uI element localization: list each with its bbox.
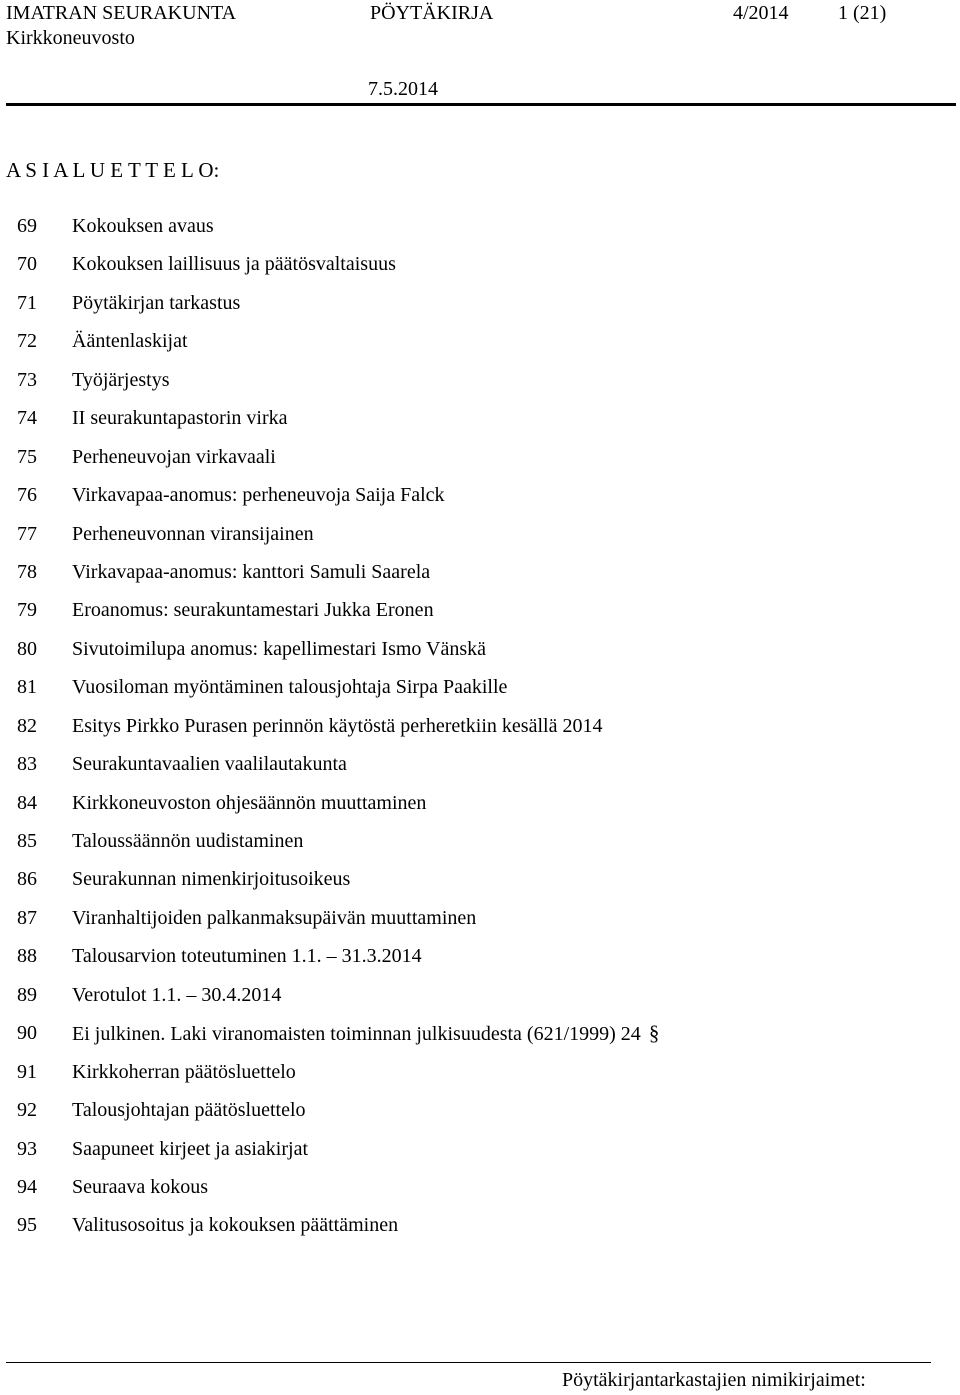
agenda-item-title-text: Kirkkoherran päätösluettelo [72, 1060, 296, 1083]
agenda-item [0, 213, 960, 251]
agenda-item [0, 674, 960, 712]
agenda-item [0, 866, 960, 904]
agenda-item [0, 328, 960, 366]
agenda-item [0, 1020, 960, 1058]
agenda-item-title [72, 213, 214, 239]
agenda-item-number: 89 [17, 983, 37, 1006]
agenda-heading: A S I A L U E T T E L O: [6, 158, 220, 182]
agenda-item [0, 559, 960, 597]
agenda-item [0, 828, 960, 866]
agenda-item-title [72, 790, 426, 816]
agenda-item [0, 444, 960, 482]
agenda-item-number: 75 [17, 445, 37, 468]
agenda-item-title-text: Kokouksen laillisuus ja päätösvaltaisuus [72, 253, 396, 276]
agenda-item-title [72, 482, 445, 508]
agenda-item-title-text: Ei julkinen. Laki viranomaisten toiminnan julkisuudesta (621/1999) 24 [72, 1023, 641, 1046]
agenda-item-title-text: Valitusosoitus ja kokouksen päättäminen [72, 1214, 399, 1237]
agenda-item-title [72, 328, 188, 354]
agenda-item [0, 1136, 960, 1174]
agenda-item-title [72, 405, 287, 431]
agenda-item-number: 81 [17, 676, 37, 699]
meeting-date: 7.5.2014 [368, 78, 438, 100]
agenda-item-title-text: Seurakuntavaalien vaalilautakunta [72, 753, 347, 776]
agenda-item-number: 71 [17, 291, 37, 314]
agenda-item-title-text: Talousjohtajan päätösluettelo [72, 1099, 306, 1122]
agenda-item-title-text: Kokouksen avaus [72, 215, 214, 237]
agenda-item-title-text: II seurakuntapastorin virka [72, 407, 288, 430]
agenda-item-title-text: Seurakunnan nimenkirjoitusoikeus [72, 868, 351, 891]
agenda-item-title [72, 1020, 659, 1047]
organization-name: IMATRAN SEURAKUNTA [6, 2, 237, 24]
agenda-item [0, 636, 960, 674]
agenda-item-title-text: Perheneuvojan virkavaali [72, 445, 276, 468]
agenda-item [0, 1059, 960, 1097]
agenda-item-title [72, 1136, 308, 1162]
agenda-item-title-text: Kirkkoneuvoston ohjesäännön muuttaminen [72, 791, 427, 814]
agenda-item [0, 521, 960, 559]
agenda-item-title [72, 982, 281, 1008]
agenda-item [0, 905, 960, 943]
agenda-item-number: 87 [17, 906, 37, 929]
agenda-item-number: 78 [17, 560, 37, 583]
agenda-item [0, 943, 960, 981]
agenda-item [0, 1174, 960, 1212]
agenda-item-title [72, 674, 507, 700]
agenda-item [0, 251, 960, 289]
agenda-item [0, 290, 960, 328]
agenda-item-title-text: Perheneuvonnan viransijainen [72, 522, 314, 545]
agenda-item-title [72, 1059, 296, 1085]
agenda-item-title-text: Viranhaltijoiden palkanmaksupäivän muuttaminen [72, 906, 477, 929]
agenda-item-number: 72 [17, 330, 37, 353]
agenda-item-number: 95 [17, 1214, 37, 1237]
agenda-item-title [72, 251, 396, 277]
agenda-item-number: 69 [17, 215, 37, 237]
section-sign-icon: § [648, 1021, 660, 1046]
agenda-item [0, 713, 960, 751]
agenda-item-number: 90 [17, 1022, 37, 1045]
agenda-item-title-text: Ääntenlaskijat [72, 330, 188, 353]
agenda-item-title [72, 636, 486, 662]
agenda-item [0, 405, 960, 443]
agenda-item [0, 597, 960, 635]
page-number: 1 (21) [838, 2, 887, 24]
agenda-item-number: 91 [17, 1060, 37, 1083]
agenda-item [0, 982, 960, 1020]
agenda-item-number: 74 [17, 407, 37, 430]
agenda-item-title-text: Saapuneet kirjeet ja asiakirjat [72, 1137, 309, 1160]
agenda-item-number: 79 [17, 599, 37, 622]
agenda-item-number: 92 [17, 1099, 37, 1122]
agenda-item-title [72, 444, 276, 470]
agenda-item-title [72, 559, 430, 585]
agenda-item-title [72, 1097, 306, 1123]
agenda-item-number: 76 [17, 484, 37, 507]
agenda-item-number: 82 [17, 714, 37, 737]
document-type: PÖYTÄKIRJA [370, 2, 494, 24]
agenda-item [0, 367, 960, 405]
agenda-item-number: 86 [17, 868, 37, 891]
header-divider [6, 103, 956, 106]
agenda-item-title-text: Esitys Pirkko Purasen perinnön käytöstä perheretkiin kesällä 2014 [72, 714, 603, 737]
agenda-item-title-text: Virkavapaa-anomus: kanttori Samuli Saarela [72, 560, 431, 583]
agenda-item-title-text: Verotulot 1.1. – 30.4.2014 [72, 983, 282, 1006]
agenda-item [0, 790, 960, 828]
agenda-item-number: 94 [17, 1175, 37, 1198]
agenda-item-number: 80 [17, 637, 37, 660]
agenda-item-title [72, 713, 602, 739]
agenda-item-title [72, 1212, 398, 1238]
agenda-item [0, 751, 960, 789]
agenda-list [0, 213, 960, 1251]
agenda-item-number: 83 [17, 753, 37, 776]
agenda-item-title-text: Seuraava kokous [72, 1175, 209, 1198]
agenda-item-title [72, 905, 476, 931]
agenda-item-number: 73 [17, 368, 37, 391]
footer-divider [6, 1362, 931, 1363]
agenda-item-title [72, 1174, 208, 1200]
agenda-item-title [72, 521, 314, 547]
agenda-item [0, 482, 960, 520]
agenda-item-title [72, 866, 350, 892]
agenda-item-number: 77 [17, 522, 37, 545]
document-number: 4/2014 [733, 2, 789, 24]
agenda-item-title-text: Pöytäkirjan tarkastus [72, 291, 241, 314]
agenda-item-number: 88 [17, 945, 37, 968]
agenda-item-title [72, 828, 303, 854]
agenda-item-title-text: Vuosiloman myöntäminen talousjohtaja Sirpa Paakille [72, 676, 508, 699]
agenda-item-title-text: Talousarvion toteutuminen 1.1. – 31.3.2014 [72, 945, 422, 968]
agenda-item-number: 70 [17, 253, 37, 276]
agenda-item-number: 84 [17, 791, 37, 814]
agenda-item [0, 1212, 960, 1250]
agenda-item-title-text: Sivutoimilupa anomus: kapellimestari Ismo Vänskä [72, 637, 487, 660]
agenda-item-title-text: Työjärjestys [72, 368, 170, 391]
agenda-item-title-text: Eroanomus: seurakuntamestari Jukka Eronen [72, 599, 434, 622]
inspector-initials-label: Pöytäkirjantarkastajien nimikirjaimet: [562, 1369, 866, 1391]
agenda-item-number: 93 [17, 1137, 37, 1160]
agenda-item-title-text: Taloussäännön uudistaminen [72, 830, 304, 852]
agenda-item-number: 85 [17, 830, 37, 852]
agenda-item-title-text: Virkavapaa-anomus: perheneuvoja Saija Falck [72, 484, 445, 507]
agenda-item-title [72, 290, 240, 316]
agenda-item-title [72, 751, 347, 777]
governing-body: Kirkkoneuvosto [6, 27, 135, 49]
agenda-item-title [72, 367, 169, 393]
agenda-item-title [72, 597, 434, 623]
agenda-item-title [72, 943, 422, 969]
agenda-item [0, 1097, 960, 1135]
